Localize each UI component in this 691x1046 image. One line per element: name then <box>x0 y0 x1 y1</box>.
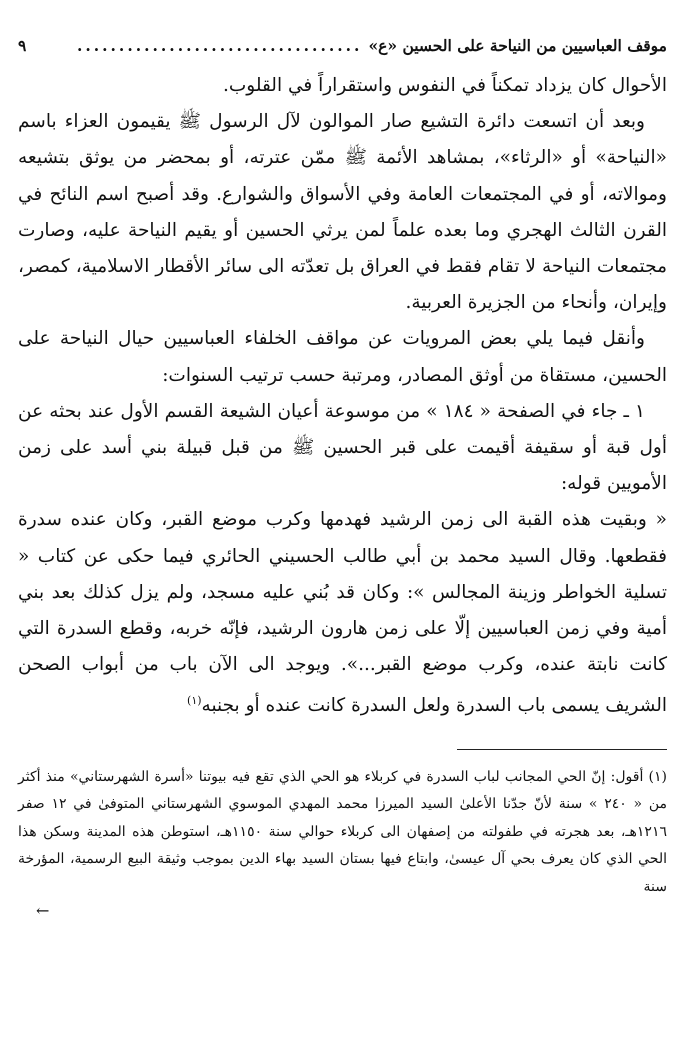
leader-dots: .................................. <box>76 35 363 55</box>
quote-text: « وبقيت هذه القبة الى زمن الرشيد فهدمها وكرب موضع القبر، وكان عنده سدرة فقطعها. وقال السيد محمد بن أبي طالب الحسيني الحائري فيما حكى عن كتاب « تسلية الخواطر وزينة المجالس »: وكان قد بُني عليه مسجد، ولم يزل كذلك بعد بني أمية وفي زمن العباسيين إلّا على زمن هارون الرشيد، فإنّه خربه، وقطع السدرة التي كانت نابتة عنده، وكرب موضع القبر...». ويوجد الى الآن باب من أبواب الصحن الشريف يسمى باب السدرة ولعل السدرة كانت عنده أو بجنبه <box>18 509 667 717</box>
footnote-reference: (١) <box>187 694 202 708</box>
paragraph-2: وبعد أن اتسعت دائرة التشيع صار الموالون لآل الرسول ﷺ يقيمون العزاء باسم «النياحة» أو «الرثاء»، بمشاهد الأئمة ﷺ ممّن عترته، أو بمحضر من يوثق بتشيعه وموالاته، أو في المجتمعات العامة وفي الأسواق والشوارع. وقد أصبح اسم النائح في القرن الثالث الهجري وما بعده علماً لمن يرثي الحسين أو يقيم النياحة عليه، وصارت مجتمعات النياحة لا تقام فقط في العراق بل تعدّته الى سائر الأقطار الاسلامية، كمصر، وإيران، وأنحاء من الجزيرة العربية. <box>18 111 667 314</box>
paragraph-4: ١ ـ جاء في الصفحة « ١٨٤ » من موسوعة أعيان الشيعة القسم الأول عند بحثه عن أول قبة أو سقيفة أقيمت على قبر الحسين ﷺ من قبل قبيلة بني أسد على زمن الأمويين قوله: <box>18 400 667 495</box>
continue-arrow-icon: ← <box>36 901 50 921</box>
paragraph-1: الأحوال كان يزداد تمكناً في النفوس واستقراراً في القلوب. <box>222 75 667 96</box>
running-header <box>18 30 667 60</box>
paragraph-3: وأنقل فيما يلي بعض المرويات عن مواقف الخلفاء العباسيين حيال النياحة على الحسين، مستقاة من أوثق المصادر، ومرتبة حسب ترتيب السنوات: <box>18 328 667 386</box>
paragraph-5-quote <box>18 502 667 724</box>
main-text <box>18 68 667 725</box>
running-title: موقف العباسيين من النياحة على الحسين «ع» <box>368 35 667 55</box>
footnote <box>18 764 667 922</box>
footnote-separator <box>457 749 667 750</box>
page-number: ٩ <box>18 35 27 55</box>
footnote-text: (١) أقول: إنّ الحي المجانب لباب السدرة في كربلاء هو الحي الذي تقع فيه بيوتنا «أسرة الشهرستاني» منذ أكثر من « ٢٤٠ » سنة لأنّ جدّنا الأعلىٰ السيد الميرزا محمد المهدي الموسوي الشهرستاني المتوفىٰ في ١٢ صفر ١٢١٦هـ، بعد هجرته في طفولته من إصفهان الى كربلاء حوالي سنة ١١٥٠هـ، استوطن هذه المدينة وسكن هذا الحي الذي كان يعرف بحي آل عيسىٰ، وابتاع فيها بستان السيد بهاء الدين بموجب وثيقة البيع الرسمية، المؤرخة سنة <box>18 768 667 895</box>
